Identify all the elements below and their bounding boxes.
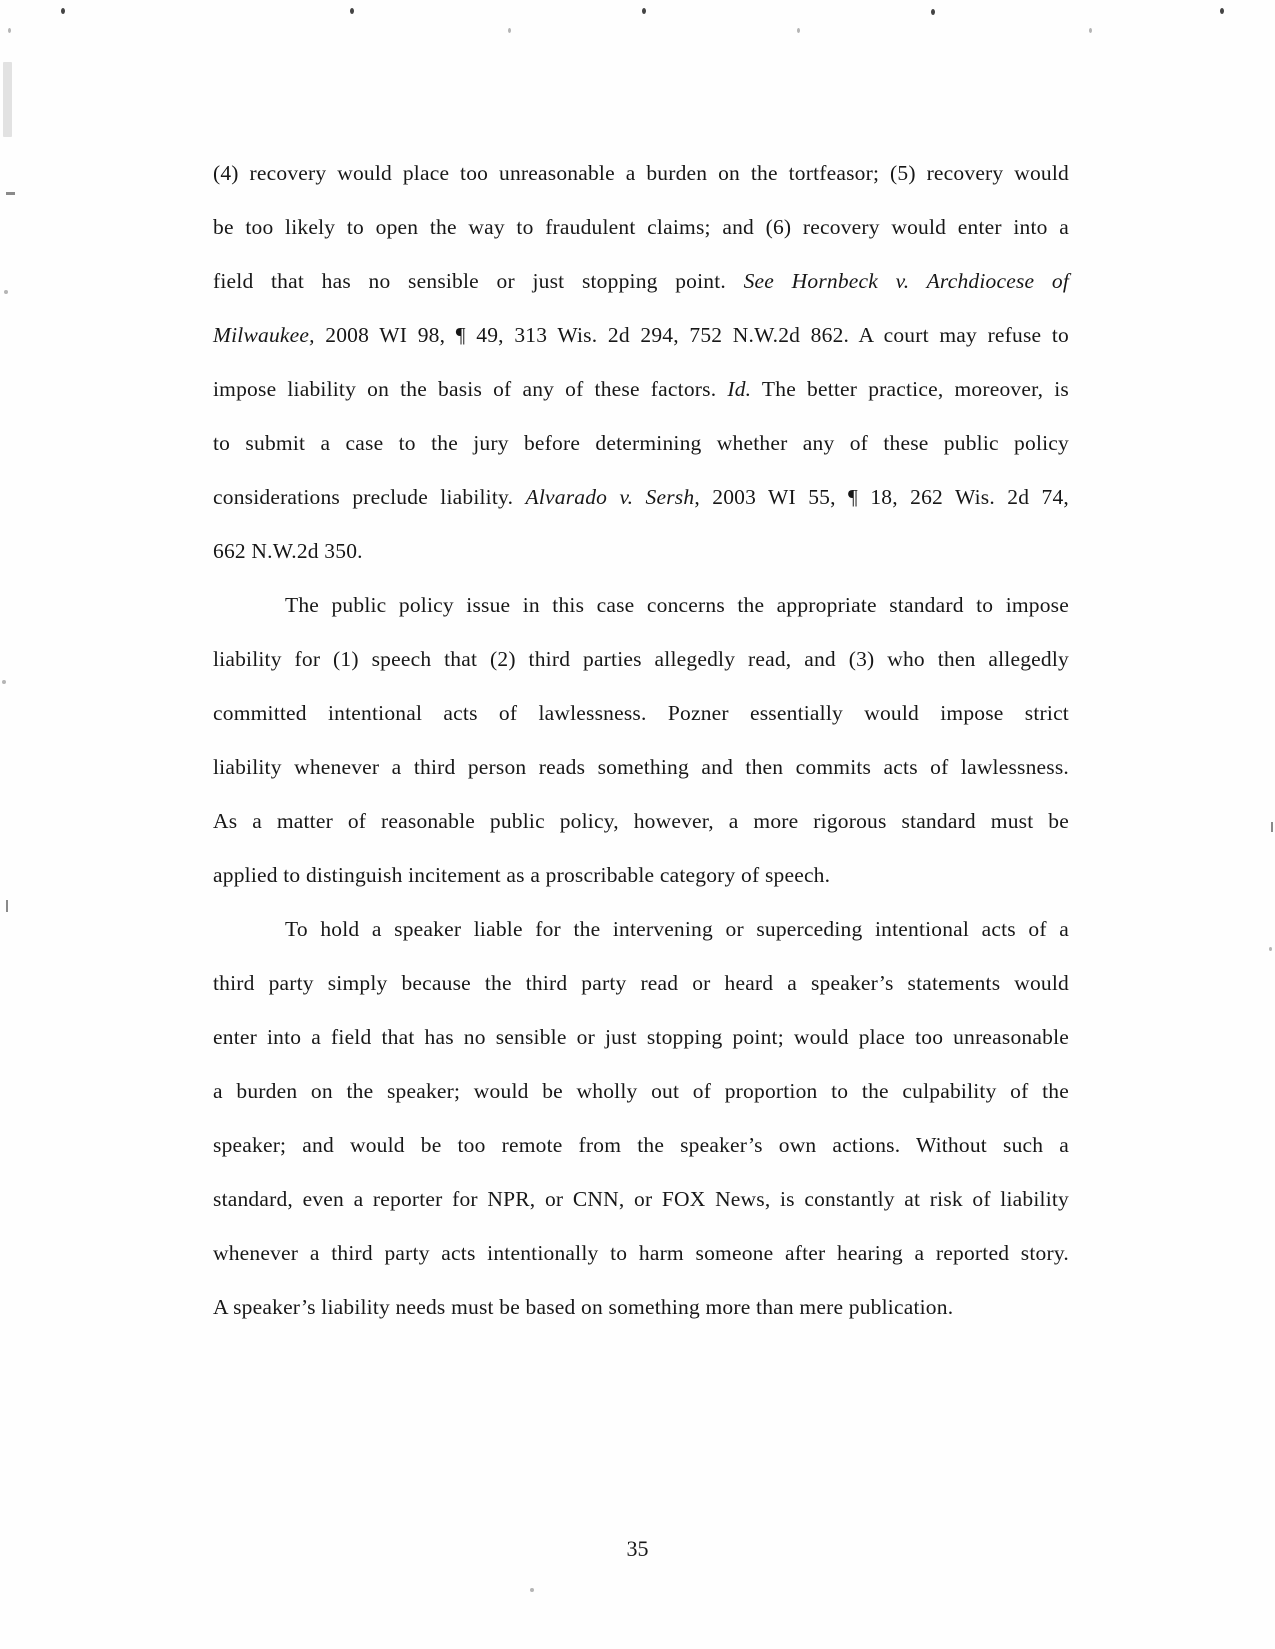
scan-speck xyxy=(2,680,6,684)
text-line xyxy=(213,740,1069,794)
body-text: As a matter of reasonable public policy, however, a more rigorous standard must be xyxy=(213,809,1069,833)
text-line xyxy=(213,1010,1069,1064)
scan-speck xyxy=(8,28,11,33)
text-line xyxy=(213,308,1069,362)
text-line xyxy=(213,1280,1069,1334)
text-line xyxy=(213,1118,1069,1172)
scan-speck xyxy=(508,28,511,33)
document-body xyxy=(213,146,1069,1334)
scan-speck xyxy=(931,9,935,15)
scan-speck xyxy=(61,8,65,14)
citation-text: Id. xyxy=(727,377,752,401)
body-text: whenever a third party acts intentionally to harm someone after hearing a reported story. xyxy=(213,1241,1069,1265)
scan-speck xyxy=(530,1588,534,1592)
scan-speck xyxy=(797,28,800,33)
paragraph xyxy=(213,146,1069,578)
body-text: field that has no sensible or just stopping point. xyxy=(213,269,744,293)
body-text: To hold a speaker liable for the intervening or superceding intentional acts of a xyxy=(285,917,1069,941)
citation-text: Alvarado v. Sersh xyxy=(525,485,695,509)
body-text: A speaker’s liability needs must be based on something more than mere publication. xyxy=(213,1295,954,1319)
text-line xyxy=(213,362,1069,416)
body-text: , 2003 WI 55, ¶ 18, 262 Wis. 2d 74, xyxy=(694,485,1069,509)
body-text: The better practice, moreover, is xyxy=(751,377,1069,401)
body-text: enter into a field that has no sensible or just stopping point; would place too unreasonable xyxy=(213,1025,1069,1049)
scan-speck xyxy=(1271,822,1273,832)
scan-speck xyxy=(1269,947,1272,951)
body-text: third party simply because the third party read or heard a speaker’s statements would xyxy=(213,971,1069,995)
scan-speck xyxy=(4,290,8,294)
body-text: committed intentional acts of lawlessness. Pozner essentially would impose strict xyxy=(213,701,1069,725)
paragraph xyxy=(213,902,1069,1334)
text-line xyxy=(213,578,1069,632)
text-line xyxy=(213,794,1069,848)
scan-speck xyxy=(350,8,354,14)
text-line xyxy=(213,1064,1069,1118)
text-line xyxy=(213,848,1069,902)
text-line xyxy=(213,1226,1069,1280)
text-line xyxy=(213,200,1069,254)
text-line xyxy=(213,956,1069,1010)
citation-text: Milwaukee, xyxy=(213,323,315,347)
scan-speck xyxy=(1220,8,1224,14)
body-text: be too likely to open the way to fraudulent claims; and (6) recovery would enter into a xyxy=(213,215,1069,239)
scan-speck xyxy=(3,62,12,137)
body-text: liability for (1) speech that (2) third parties allegedly read, and (3) who then allegedly xyxy=(213,647,1069,671)
scan-speck xyxy=(6,192,15,195)
scan-speck xyxy=(1089,28,1092,33)
body-text: applied to distinguish incitement as a proscribable category of speech. xyxy=(213,863,831,887)
body-text: a burden on the speaker; would be wholly out of proportion to the culpability of the xyxy=(213,1079,1069,1103)
paragraph xyxy=(213,578,1069,902)
body-text: liability whenever a third person reads something and then commits acts of lawlessness. xyxy=(213,755,1069,779)
body-text: (4) recovery would place too unreasonable a burden on the tortfeasor; (5) recovery would xyxy=(213,161,1069,185)
text-line xyxy=(213,470,1069,524)
body-text: impose liability on the basis of any of these factors. xyxy=(213,377,728,401)
body-text: standard, even a reporter for NPR, or CNN, or FOX News, is constantly at risk of liability xyxy=(213,1187,1069,1211)
scan-speck xyxy=(6,900,8,912)
body-text: speaker; and would be too remote from the speaker’s own actions. Without such a xyxy=(213,1133,1069,1157)
text-line xyxy=(213,686,1069,740)
body-text: The public policy issue in this case concerns the appropriate standard to impose xyxy=(285,593,1069,617)
body-text: 2008 WI 98, ¶ 49, 313 Wis. 2d 294, 752 N.W.2d 862. A court may refuse to xyxy=(314,323,1069,347)
text-line xyxy=(213,254,1069,308)
text-line xyxy=(213,1172,1069,1226)
text-line xyxy=(213,416,1069,470)
body-text: considerations preclude liability. xyxy=(213,485,526,509)
body-text: to submit a case to the jury before determining whether any of these public policy xyxy=(213,431,1069,455)
citation-text: See Hornbeck v. Archdiocese of xyxy=(743,269,1069,293)
text-line xyxy=(213,632,1069,686)
scan-speck xyxy=(642,8,646,14)
page-number: 35 xyxy=(626,1536,649,1561)
text-line xyxy=(213,524,1069,578)
text-line xyxy=(213,902,1069,956)
text-line xyxy=(213,146,1069,200)
body-text: 662 N.W.2d 350. xyxy=(213,539,363,563)
